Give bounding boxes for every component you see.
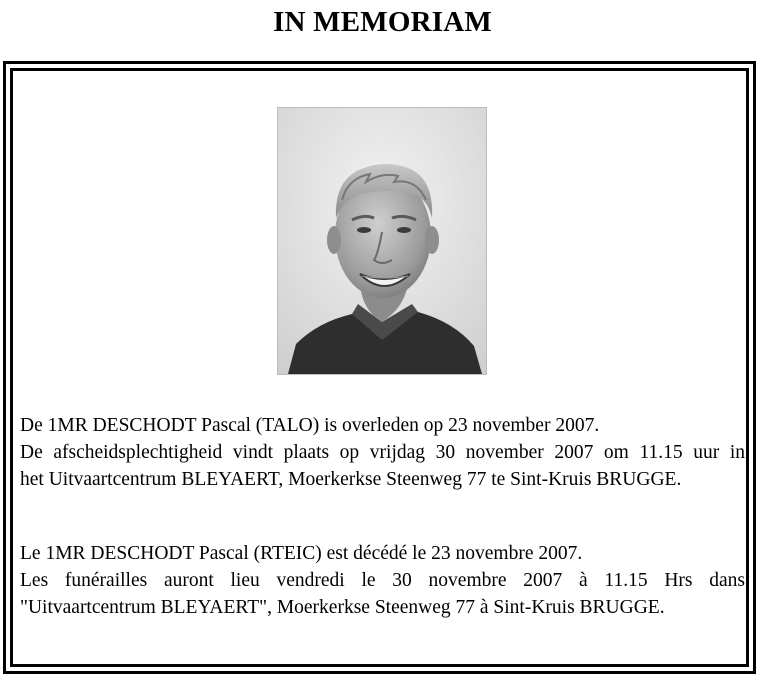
- notice-french-line-1: Le 1MR DESCHODT Pascal (RTEIC) est décédé le 23 novembre 2007.: [20, 543, 583, 564]
- page-title: IN MEMORIAM: [273, 6, 492, 38]
- portrait-icon: [278, 108, 486, 374]
- notice-dutch-line-2: De afscheidsplechtigheid vindt plaats op vrijdag 30 november 2007 om 11.15 uur in: [20, 442, 745, 463]
- portrait-photo: [277, 107, 487, 375]
- notice-dutch: [20, 412, 745, 493]
- notice-dutch-line-3: het Uitvaartcentrum BLEYAERT, Moerkerkse Steenweg 77 te Sint-Kruis BRUGGE.: [20, 469, 682, 490]
- notice-french-line-3: "Uitvaartcentrum BLEYAERT", Moerkerkse Steenweg 77 à Sint-Kruis BRUGGE.: [20, 597, 665, 618]
- notice-french: [20, 540, 745, 621]
- notice-dutch-line-1: De 1MR DESCHODT Pascal (TALO) is overleden op 23 november 2007.: [20, 415, 600, 436]
- notice-french-line-2: Les funérailles auront lieu vendredi le 30 novembre 2007 à 11.15 Hrs dans: [20, 570, 745, 591]
